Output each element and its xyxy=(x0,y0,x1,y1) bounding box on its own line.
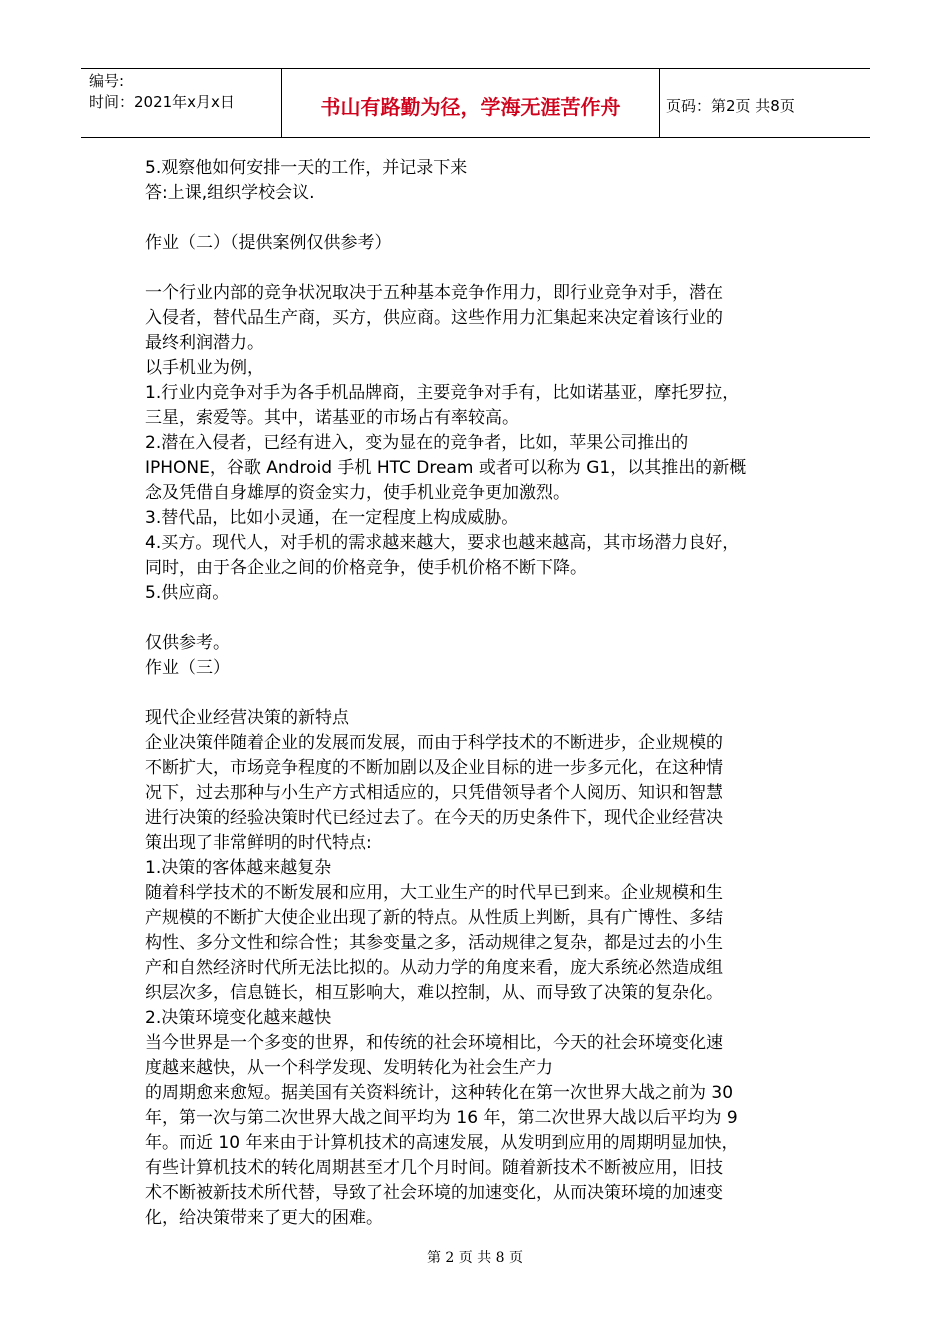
body-line: 化，给决策带来了更大的困难。 xyxy=(145,1208,383,1228)
page-header xyxy=(81,68,870,138)
header-page-cell xyxy=(660,69,870,137)
header-meta-cell xyxy=(81,69,282,137)
body-line: IPHONE，谷歌 Android 手机 HTC Dream 或者可以称为 G1，以其推出的新概 xyxy=(145,458,747,478)
body-line: 一个行业内部的竞争状况取决于五种基本竞争作用力，即行业竞争对手，潜在 xyxy=(145,283,723,303)
body-line: 1.决策的客体越来越复杂 xyxy=(145,858,332,878)
body-line: 念及凭借自身雄厚的资金实力，使手机业竞争更加激烈。 xyxy=(145,483,570,503)
header-motto: 书山有路勤为径，学海无涯苦作舟 xyxy=(320,95,621,119)
body-line: 5.供应商。 xyxy=(145,583,230,603)
body-line: 同时，由于各企业之间的价格竞争，使手机价格不断下降。 xyxy=(145,558,587,578)
body-line: 答:上课,组织学校会议. xyxy=(145,183,315,203)
body-line: 企业决策伴随着企业的发展而发展，而由于科学技术的不断进步，企业规模的 xyxy=(145,733,723,753)
body-line: 产和自然经济时代所无法比拟的。从动力学的角度来看，庞大系统必然造成组 xyxy=(145,958,723,978)
header-motto-cell xyxy=(282,69,660,137)
body-line: 术不断被新技术所代替，导致了社会环境的加速变化，从而决策环境的加速变 xyxy=(145,1183,723,1203)
body-line: 随着科学技术的不断发展和应用，大工业生产的时代早已到来。企业规模和生 xyxy=(145,883,723,903)
body-line: 年。而近 10 年来由于计算机技术的高速发展，从发明到应用的周期明显加快， xyxy=(145,1133,739,1153)
body-line: 入侵者，替代品生产商，买方，供应商。这些作用力汇集起来决定着该行业的 xyxy=(145,308,723,328)
body-line: 最终利润潜力。 xyxy=(145,333,264,353)
blank-line xyxy=(145,606,805,631)
body-line: 织层次多，信息链长，相互影响大，难以控制，从、而导致了决策的复杂化。 xyxy=(145,983,723,1003)
body-line: 产规模的不断扩大使企业出现了新的特点。从性质上判断，具有广博性、多结 xyxy=(145,908,723,928)
body-line: 的周期愈来愈短。据美国有关资料统计，这种转化在第一次世界大战之前为 30 xyxy=(145,1083,734,1103)
body-line: 不断扩大，市场竞争程度的不断加剧以及企业目标的进一步多元化，在这种情 xyxy=(145,758,723,778)
blank-line xyxy=(145,206,805,231)
page-footer: 第 2 页 共 8 页 xyxy=(426,1250,524,1266)
blank-line xyxy=(145,681,805,706)
blank-line xyxy=(145,256,805,281)
body-line: 3.替代品，比如小灵通，在一定程度上构成威胁。 xyxy=(145,508,519,528)
body-line: 4.买方。现代人，对手机的需求越来越大，要求也越来越高，其市场潜力良好， xyxy=(145,533,740,553)
body-line: 2.决策环境变化越来越快 xyxy=(145,1008,332,1028)
body-line: 现代企业经营决策的新特点 xyxy=(145,708,349,728)
body-line: 作业（三） xyxy=(145,658,230,678)
body-line: 度越来越快，从一个科学发现、发明转化为社会生产力 xyxy=(145,1058,553,1078)
document-date-label: 时间：2021年x月x日 xyxy=(89,93,235,111)
body-line: 况下，过去那种与小生产方式相适应的，只凭借领导者个人阅历、知识和智慧 xyxy=(145,783,723,803)
body-line: 以手机业为例， xyxy=(145,358,264,378)
document-number-label: 编号: xyxy=(89,72,125,90)
body-line: 有些计算机技术的转化周期甚至才几个月时间。随着新技术不断被应用，旧技 xyxy=(145,1158,723,1178)
body-line: 年，第一次与第二次世界大战之间平均为 16 年，第二次世界大战以后平均为 9 xyxy=(145,1108,738,1128)
body-line: 构性、多分文性和综合性；其参变量之多，活动规律之复杂，都是过去的小生 xyxy=(145,933,723,953)
document-body xyxy=(145,156,805,1231)
body-line: 1.行业内竞争对手为各手机品牌商，主要竞争对手有，比如诺基亚，摩托罗拉， xyxy=(145,383,740,403)
body-line: 2.潜在入侵者，已经有进入，变为显在的竞争者，比如，苹果公司推出的 xyxy=(145,433,689,453)
body-line: 5.观察他如何安排一天的工作，并记录下来 xyxy=(145,158,468,178)
header-page-number: 页码：第2页 共8页 xyxy=(666,97,795,115)
body-line: 三星，索爱等。其中，诺基亚的市场占有率较高。 xyxy=(145,408,519,428)
body-line: 作业（二）（提供案例仅供参考） xyxy=(145,233,392,253)
body-line: 策出现了非常鲜明的时代特点: xyxy=(145,833,372,853)
body-line: 仅供参考。 xyxy=(145,633,230,653)
body-line: 进行决策的经验决策时代已经过去了。在今天的历史条件下，现代企业经营决 xyxy=(145,808,723,828)
body-line: 当今世界是一个多变的世界，和传统的社会环境相比，今天的社会环境变化速 xyxy=(145,1033,723,1053)
